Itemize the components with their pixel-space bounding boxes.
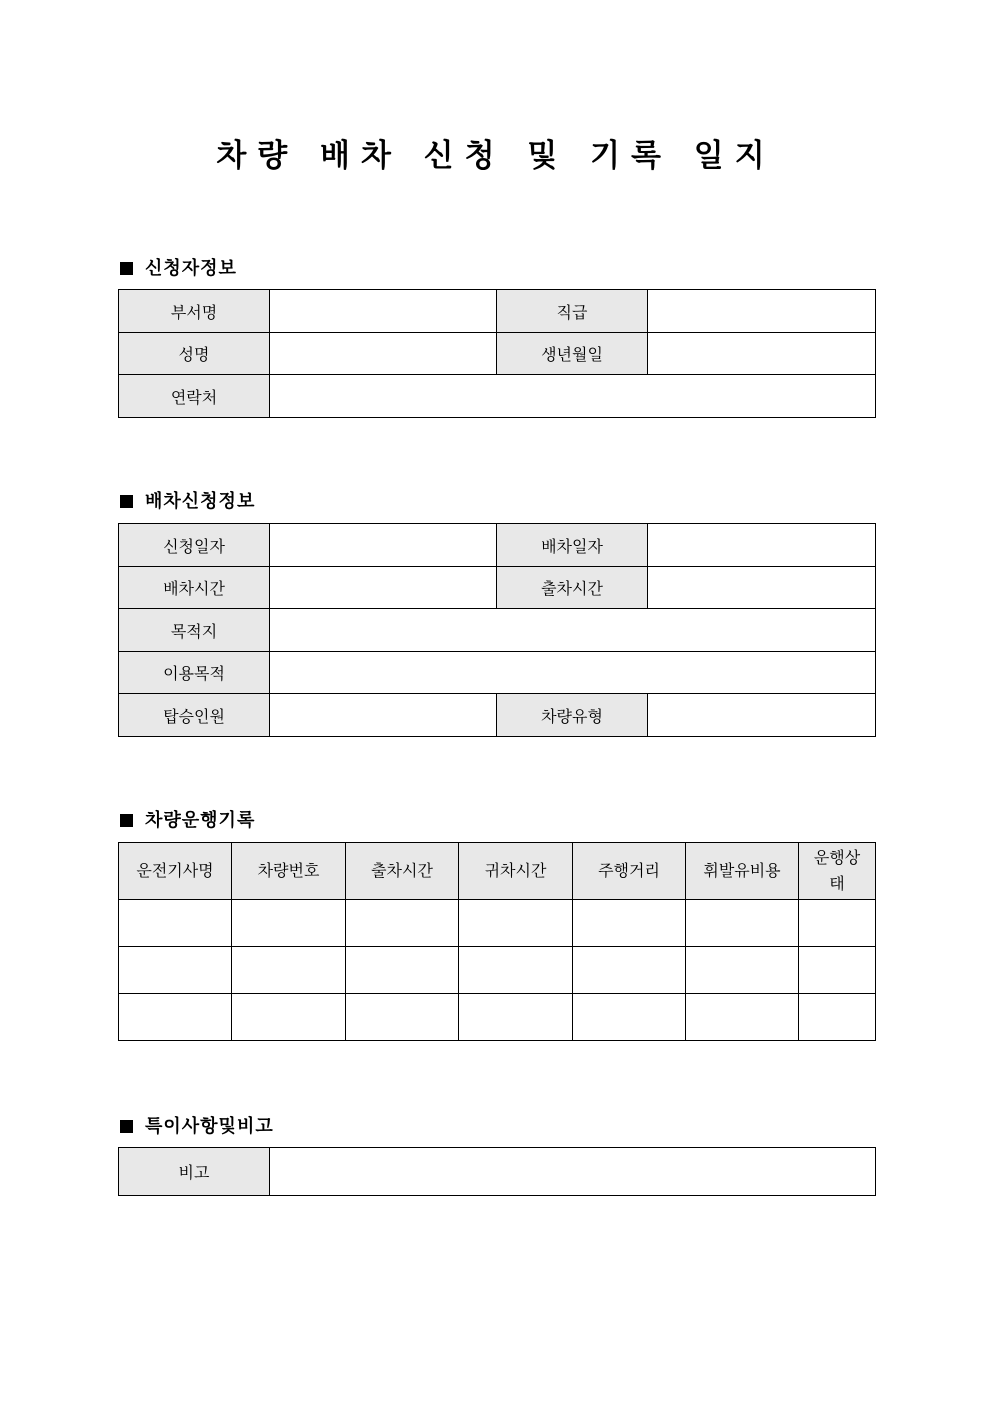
label-destination: 목적지 — [119, 609, 270, 652]
section-heading-dispatch — [120, 487, 255, 513]
section-heading-text: 특이사항및비고 — [145, 1116, 274, 1137]
table-row — [119, 947, 876, 994]
record-cell[interactable] — [686, 947, 799, 994]
record-cell[interactable] — [346, 994, 459, 1041]
label-dispatch-date: 배차일자 — [497, 524, 648, 567]
section-heading-operation — [120, 806, 255, 832]
operation-record-table — [118, 842, 876, 1041]
record-cell[interactable] — [573, 947, 686, 994]
record-cell[interactable] — [459, 900, 573, 947]
record-cell[interactable] — [799, 900, 876, 947]
column-header-distance: 주행거리 — [573, 843, 686, 900]
label-vehicle-type: 차량유형 — [497, 694, 648, 737]
input-passengers[interactable] — [270, 694, 497, 737]
table-row — [119, 900, 876, 947]
label-dispatch-time: 배차시간 — [119, 567, 270, 609]
square-bullet-icon — [120, 814, 133, 827]
record-cell[interactable] — [119, 994, 232, 1041]
record-cell[interactable] — [799, 947, 876, 994]
square-bullet-icon — [120, 495, 133, 508]
column-header-departure-time: 출차시간 — [346, 843, 459, 900]
section-heading-text: 배차신청정보 — [145, 491, 256, 512]
input-position[interactable] — [648, 290, 876, 333]
dispatch-table — [118, 523, 876, 737]
label-departure-time: 출차시간 — [497, 567, 648, 609]
record-cell[interactable] — [232, 900, 346, 947]
column-header-return-time: 귀차시간 — [459, 843, 573, 900]
square-bullet-icon — [120, 262, 133, 275]
section-heading-text: 신청자정보 — [145, 258, 237, 279]
record-cell[interactable] — [119, 900, 232, 947]
label-purpose: 이용목적 — [119, 652, 270, 694]
record-cell[interactable] — [573, 900, 686, 947]
applicant-table — [118, 289, 876, 418]
page-title: 차량 배차 신청 및 기록 일지 — [216, 138, 776, 174]
label-contact: 연락처 — [119, 375, 270, 418]
label-birthdate: 생년월일 — [497, 333, 648, 375]
input-vehicle-type[interactable] — [648, 694, 876, 737]
record-cell[interactable] — [232, 994, 346, 1041]
input-birthdate[interactable] — [648, 333, 876, 375]
input-destination[interactable] — [270, 609, 876, 652]
input-contact[interactable] — [270, 375, 876, 418]
input-departure-time[interactable] — [648, 567, 876, 609]
input-dispatch-date[interactable] — [648, 524, 876, 567]
record-cell[interactable] — [573, 994, 686, 1041]
record-cell[interactable] — [686, 994, 799, 1041]
label-position: 직급 — [497, 290, 648, 333]
record-cell[interactable] — [232, 947, 346, 994]
record-cell[interactable] — [799, 994, 876, 1041]
record-cell[interactable] — [459, 994, 573, 1041]
record-cell[interactable] — [346, 947, 459, 994]
record-cell[interactable] — [346, 900, 459, 947]
table-row — [119, 994, 876, 1041]
input-remarks[interactable] — [270, 1148, 876, 1196]
input-dispatch-time[interactable] — [270, 567, 497, 609]
record-cell[interactable] — [459, 947, 573, 994]
label-department: 부서명 — [119, 290, 270, 333]
record-cell[interactable] — [686, 900, 799, 947]
label-remarks: 비고 — [119, 1148, 270, 1196]
label-apply-date: 신청일자 — [119, 524, 270, 567]
label-name: 성명 — [119, 333, 270, 375]
record-cell[interactable] — [119, 947, 232, 994]
column-header-driver: 운전기사명 — [119, 843, 232, 900]
square-bullet-icon — [120, 1120, 133, 1133]
input-name[interactable] — [270, 333, 497, 375]
input-apply-date[interactable] — [270, 524, 497, 567]
label-passengers: 탑승인원 — [119, 694, 270, 737]
section-heading-text: 차량운행기록 — [145, 810, 256, 831]
input-department[interactable] — [270, 290, 497, 333]
column-header-vehicle-number: 차량번호 — [232, 843, 346, 900]
input-purpose[interactable] — [270, 652, 876, 694]
section-heading-applicant — [120, 254, 237, 280]
column-header-fuel-cost: 휘발유비용 — [686, 843, 799, 900]
column-header-status: 운행상태 — [799, 843, 876, 900]
notes-table — [118, 1147, 876, 1196]
section-heading-notes — [120, 1112, 274, 1138]
